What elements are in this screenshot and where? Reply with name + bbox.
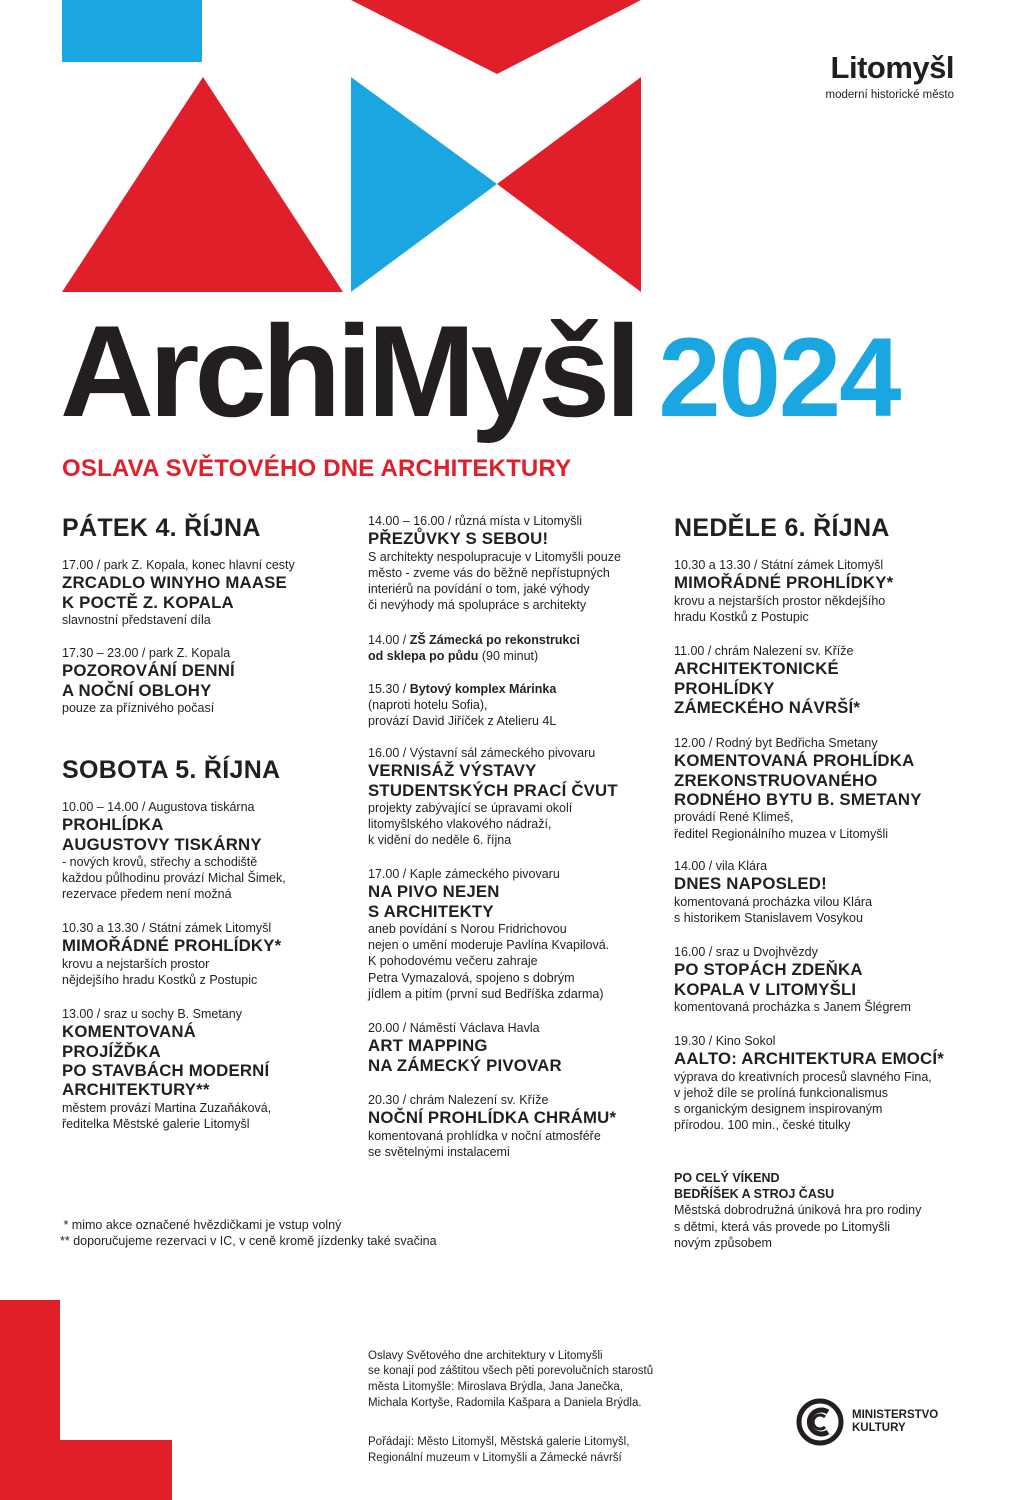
ministry-name: MINISTERSTVO KULTURY [852,1409,939,1434]
event-item [674,858,872,926]
event-item [674,557,893,625]
page-title [60,298,970,444]
event-item [62,1006,271,1132]
event-desc: S architekty nespolupracuje v Litomyšli pouze město - zveme vás do běžně nepřístupných interiérů na povídání o tom, jaké výhody či nevýhody má spolupráce s architekty [368,549,621,613]
event-title: Bytový komplex Márinka [409,682,557,696]
event-title: AALTO: ARCHITEKTURA EMOCÍ* [674,1049,944,1069]
day-sunday: NEDĚLE 6. ŘÍJNA [674,514,890,542]
event-desc: výprava do kreativních procesů slavného Fina, v jehož díle se prolíná funkcionalismus s organickým designem inspirovaným přírodou. 100 min., české titulky [674,1069,932,1133]
event-time: 14.00 / [368,633,410,647]
event-item [62,799,286,903]
event-title: PROHLÍDKA AUGUSTOVY TISKÁRNY [62,815,262,854]
event-time: 16.00 / Výstavní sál zámeckého pivovaru [368,746,596,760]
event-item [368,632,580,664]
event-item [62,557,295,628]
event-desc: (90 minut) [478,649,539,664]
event-desc: slavnostní představení díla [62,613,211,628]
event-item [368,681,556,730]
event-desc: - nových krovů, střechy a schodiště každou půlhodinu provází Michal Šimek, rezervace předem není možná [62,855,286,902]
event-title: KOMENTOVANÁ PROHLÍDKA ZREKONSTRUOVANÉHO RODNÉHO BYTU B. SMETANY [674,751,922,810]
event-title: ARCHITEKTONICKÉ PROHLÍDKY ZÁMECKÉHO NÁVRŠÍ* [674,659,861,718]
event-title: ZŠ Zámecká po rekonstrukci od sklepa po půdu [368,633,580,664]
red-triangle-left [62,77,343,292]
event-time: 16.00 / sraz u Dvojhvězdy [674,945,818,959]
event-desc: aneb povídání s Norou Fridrichovou nejen o umění moderuje Pavlína Kvapilová. K pohodovému večeru zahraje Petra Vymazalová, spojeno s dobrým jídlem a pitím (první sud Bedříška zdarma) [368,922,610,1001]
event-time: 15.30 / [368,682,410,696]
event-item [674,735,922,842]
event-title: DNES NAPOSLED! [674,874,827,894]
day-friday: PÁTEK 4. ŘÍJNA [62,514,261,542]
event-title: POZOROVÁNÍ DENNÍ A NOČNÍ OBLOHY [62,661,235,700]
event-item [368,1092,616,1160]
corner-graphic [0,1300,200,1500]
event-title: MIMOŘÁDNÉ PROHLÍDKY* [62,936,282,956]
event-time: 10.00 – 14.00 / Augustova tiskárna [62,800,255,814]
event-title: PO STOPÁCH ZDEŇKA KOPALA V LITOMYŠLI [674,960,863,999]
event-title: VERNISÁŽ VÝSTAVY STUDENTSKÝCH PRACÍ ČVUT [368,761,618,800]
brand-logo [826,52,954,101]
event-desc: projekty zabývající se úpravami okolí litomyšlského vlakového nádraží, k vidění do neděle 6. října [368,801,573,848]
footer-text [368,1333,728,1482]
event-item [368,866,609,1002]
footnotes: * mimo akce označené hvězdičkami je vstup volný ** doporučujeme rezervaci v IC, v ceně kromě jízdenky také svačina [60,1218,437,1248]
title-year: 2024 [658,315,900,440]
event-time: 10.30 a 13.30 / Státní zámek Litomyšl [674,558,884,572]
event-item [368,513,621,613]
event-time: 13.00 / sraz u sochy B. Smetany [62,1007,242,1021]
header-geometric-graphic [0,0,650,300]
event-time: 10.30 a 13.30 / Státní zámek Litomyšl [62,921,272,935]
ministry-logo-icon [796,1398,844,1446]
title-main: ArchiMyšl [60,298,637,444]
brand-tagline: moderní historické město [825,89,954,101]
event-item [674,643,860,717]
event-time: 20.00 / Náměstí Václava Havla [368,1021,540,1035]
ministry-logo [796,1398,938,1446]
red-triangle-right [497,77,641,292]
event-desc: krovu a nejstarších prostor někdejšího hradu Kostků z Postupic [674,593,886,624]
event-time: 14.00 – 16.00 / různá místa v Litomyšli [368,514,582,528]
event-desc: provádí René Klimeš, ředitel Regionálního muzea v Litomyšli [674,810,888,841]
event-time: 14.00 / vila Klára [674,859,768,873]
event-desc: krovu a nejstarších prostor nějdejšího hradu Kostků z Postupic [62,956,258,987]
event-desc: městem provází Martina Zuzaňáková, ředitelka Městské galerie Litomyšl [62,1100,272,1132]
event-title: NOČNÍ PROHLÍDKA CHRÁMU* [368,1108,617,1128]
event-time: 19.30 / Kino Sokol [674,1034,776,1048]
event-item [368,1020,562,1075]
brand-name: Litomyšl [830,50,954,85]
weekend-title: PO CELÝ VÍKEND BEDŘÍŠEK A STROJ ČASU [674,1171,835,1202]
event-desc: komentovaná prohlídka v noční atmosféře se světelnými instalacemi [368,1128,601,1159]
event-desc: komentovaná procházka vilou Klára s historikem Stanislavem Vosykou [674,894,873,925]
event-time: 11.00 / chrám Nalezení sv. Kříže [674,644,854,658]
red-triangle-top-right [351,0,641,74]
event-title: MIMOŘÁDNÉ PROHLÍDKY* [674,573,894,593]
page-subtitle: OSLAVA SVĚTOVÉHO DNE ARCHITEKTURY [62,455,572,482]
event-desc: (naproti hotelu Sofia), provází David Jiříček z Atelieru 4L [368,698,557,729]
footer-organizers: Pořádají: Město Litomyšl, Městská galerie Litomyšl, Regionální muzeum v Litomyšli a Zámecké návrší [368,1436,630,1464]
footer-patronage: Oslavy Světového dne architektury v Litomyšli se konají pod záštitou všech pěti porevolučních starostů města Litomyšle: Miroslava Brýdla, Jana Janečka, Michala Kortyše, Radomila Kašpara a Daniela Brýdla. [368,1349,654,1409]
event-item [674,1033,944,1133]
day-saturday: SOBOTA 5. ŘÍJNA [62,756,281,784]
weekend-desc: Městská dobrodružná úniková hra pro rodiny s dětmi, která vás provede po Litomyšli novým způsobem [674,1203,922,1250]
event-title: ZRCADLO WINYHO MAASE K POCTĚ Z. KOPALA [62,573,287,612]
event-title: KOMENTOVANÁ PROJÍŽĎKA PO STAVBÁCH MODERNÍ ARCHITEKTURY** [62,1022,270,1100]
event-time: 17.00 / park Z. Kopala, konec hlavní cesty [62,558,295,572]
event-item [368,745,618,849]
event-title: NA PIVO NEJEN S ARCHITEKTY [368,882,500,921]
event-time: 20.30 / chrám Nalezení sv. Kříže [368,1093,549,1107]
weekend-event [674,1170,921,1251]
event-time: 17.30 – 23.00 / park Z. Kopala [62,646,231,660]
event-time: 12.00 / Rodný byt Bedřicha Smetany [674,736,878,750]
event-item [62,645,235,716]
event-item [62,920,281,988]
event-title: PŘEZŮVKY S SEBOU! [368,529,549,549]
event-title: ART MAPPING NA ZÁMECKÝ PIVOVAR [368,1036,562,1075]
event-time: 17.00 / Kaple zámeckého pivovaru [368,867,560,881]
event-desc: komentovaná procházka s Janem Šlégrem [674,1000,911,1015]
blue-square-top-left [62,0,202,62]
event-desc: pouze za příznivého počasí [62,701,215,716]
blue-triangle-mid [351,77,497,292]
event-item [674,944,911,1015]
